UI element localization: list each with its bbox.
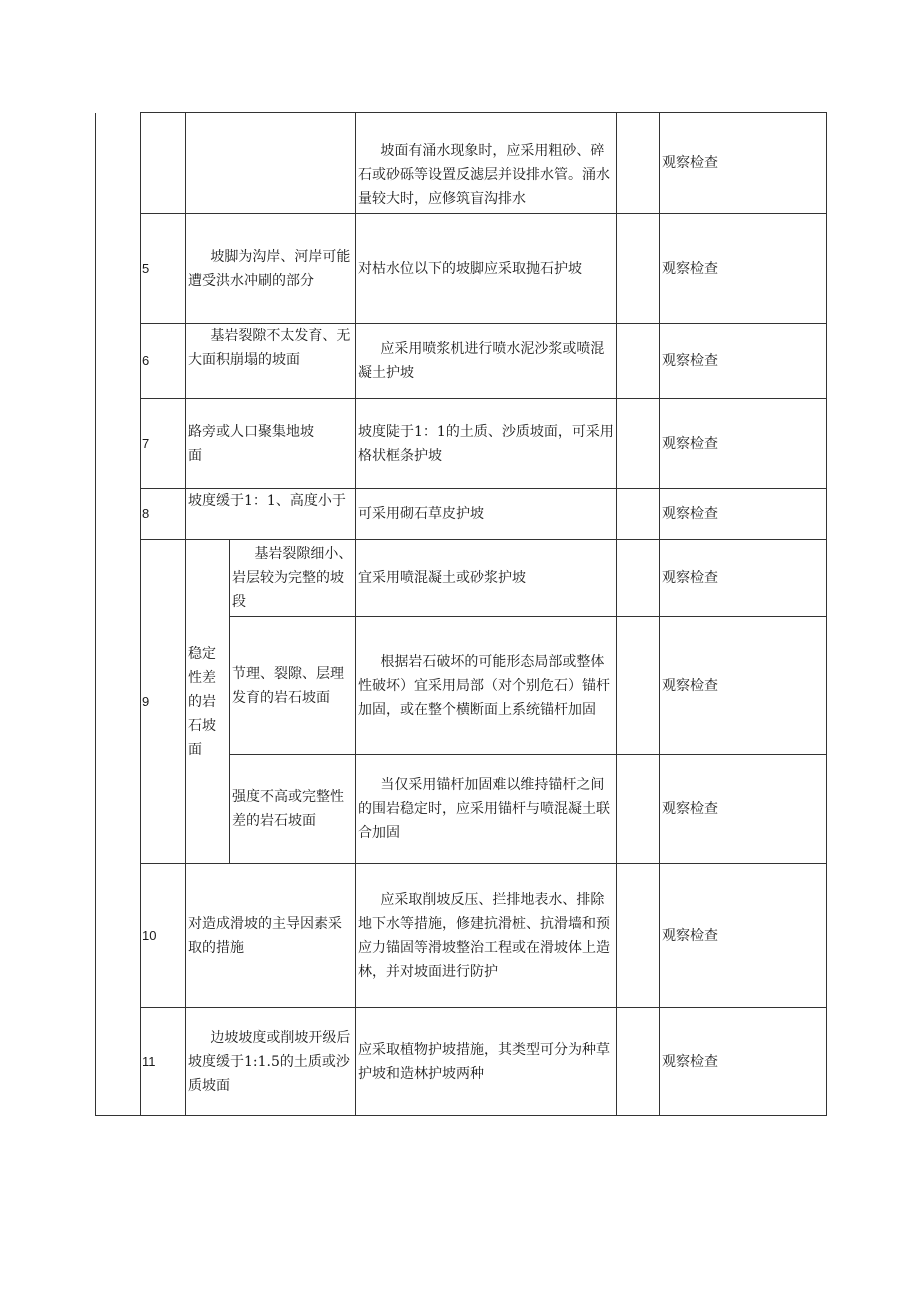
measure-cell: 宜采用喷混凝土或砂浆护坡: [356, 540, 617, 617]
method-cell: 观察检查: [660, 617, 827, 755]
condition-cell: [186, 113, 356, 214]
blank-cell: [617, 617, 660, 755]
slope-protection-table: [95, 112, 827, 1116]
number-cell: 11: [141, 1008, 186, 1116]
table-row: [96, 1008, 827, 1116]
table-row: [96, 540, 827, 617]
measure-cell: 坡度陡于1：1的土质、沙质坡面，可采用格状框条护坡: [356, 399, 617, 489]
blank-cell: [617, 540, 660, 617]
table-row: [96, 399, 827, 489]
method-cell: 观察检查: [660, 399, 827, 489]
table-row: [96, 864, 827, 1008]
measure-cell: 应采取植物护坡措施，其类型可分为种草护坡和造林护坡两种: [356, 1008, 617, 1116]
blank-cell: [617, 755, 660, 864]
blank-cell: [617, 489, 660, 540]
table-row: [96, 489, 827, 540]
condition-cell: 基岩裂隙细小、岩层较为完整的坡段: [230, 540, 356, 617]
measure-cell: 根据岩石破坏的可能形态局部或整体性破坏）宜采用局部（对个别危石）锚杆加固，或在整个横断面上系统锚杆加固: [356, 617, 617, 755]
number-cell: 5: [141, 214, 186, 324]
number-cell: 9: [141, 540, 186, 864]
method-cell: 观察检查: [660, 755, 827, 864]
condition-cell: 路旁或人口聚集地坡面: [186, 399, 356, 489]
spec-table-page: [95, 112, 826, 1116]
method-cell: 观察检查: [660, 113, 827, 214]
measure-cell: 应采用喷浆机进行喷水泥沙浆或喷混凝土护坡: [356, 324, 617, 399]
method-cell: 观察检查: [660, 1008, 827, 1116]
number-cell: 10: [141, 864, 186, 1008]
number-cell: 8: [141, 489, 186, 540]
blank-cell: [617, 1008, 660, 1116]
table-row: [96, 214, 827, 324]
method-cell: 观察检查: [660, 214, 827, 324]
method-cell: 观察检查: [660, 540, 827, 617]
blank-cell: [617, 214, 660, 324]
category-cell: [96, 113, 141, 1116]
blank-cell: [617, 324, 660, 399]
measure-cell: 当仅采用锚杆加固难以维持锚杆之间的围岩稳定时，应采用锚杆与喷混凝土联合加固: [356, 755, 617, 864]
number-cell: 7: [141, 399, 186, 489]
condition-cell: 对造成滑坡的主导因素采取的措施: [186, 864, 356, 1008]
condition-cell: 基岩裂隙不太发育、无大面积崩塌的坡面: [186, 324, 356, 399]
condition-cell: 强度不高或完整性差的岩石坡面: [230, 755, 356, 864]
method-cell: 观察检查: [660, 489, 827, 540]
method-cell: 观察检查: [660, 864, 827, 1008]
condition-cell: 坡脚为沟岸、河岸可能遭受洪水冲刷的部分: [186, 214, 356, 324]
method-cell: 观察检查: [660, 324, 827, 399]
blank-cell: [617, 864, 660, 1008]
number-cell: 6: [141, 324, 186, 399]
number-cell: [141, 113, 186, 214]
condition-cell: 节理、裂隙、层理发育的岩石坡面: [230, 617, 356, 755]
group-cell: 稳定性差的岩石坡面: [186, 540, 230, 864]
measure-cell: 对枯水位以下的坡脚应采取抛石护坡: [356, 214, 617, 324]
table-row: [96, 324, 827, 399]
blank-cell: [617, 113, 660, 214]
blank-cell: [617, 399, 660, 489]
table-row: [96, 113, 827, 214]
measure-cell: 应采取削坡反压、拦排地表水、排除地下水等措施，修建抗滑桩、抗滑墙和预应力锚固等滑坡整治工程或在滑坡体上造林，并对坡面进行防护: [356, 864, 617, 1008]
measure-cell: 可采用砌石草皮护坡: [356, 489, 617, 540]
measure-cell: 坡面有涌水现象时，应采用粗砂、碎石或砂砾等设置反滤层并设排水管。涌水量较大时，应修筑盲沟排水: [356, 113, 617, 214]
condition-cell: 坡度缓于1：1、高度小于: [186, 489, 356, 540]
condition-cell: 边坡坡度或削坡开级后坡度缓于1:1.5的土质或沙质坡面: [186, 1008, 356, 1116]
